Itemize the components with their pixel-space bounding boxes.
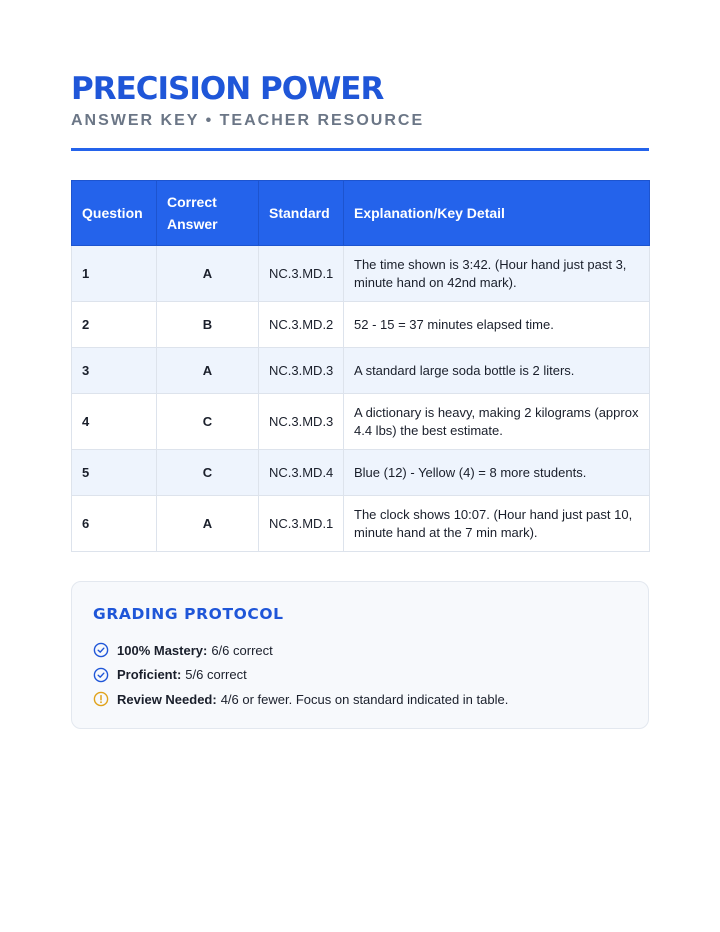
- grading-item-proficient: [93, 663, 627, 688]
- question-number: 5: [72, 450, 157, 496]
- check-circle-icon: [93, 667, 109, 683]
- grading-item-text: 4/6 or fewer. Focus on standard indicated in table.: [220, 691, 509, 707]
- grading-item-label: Review Needed:: [117, 691, 217, 707]
- grading-item-mastery: [93, 638, 627, 663]
- page-title: PRECISION POWER: [71, 71, 384, 107]
- table-row: [72, 348, 650, 394]
- correct-answer: C: [157, 394, 259, 450]
- grading-protocol-title: GRADING PROTOCOL: [93, 605, 284, 623]
- check-circle-icon: [93, 642, 109, 658]
- table-row: [72, 394, 650, 450]
- grading-item-label: 100% Mastery:: [117, 642, 208, 658]
- correct-answer: A: [157, 496, 259, 552]
- column-header-answer-line1: Correct: [167, 194, 217, 210]
- question-number: 1: [72, 246, 157, 302]
- grading-item-text: 5/6 correct: [185, 667, 247, 683]
- warning-circle-icon: [93, 691, 109, 707]
- page-subtitle: ANSWER KEY • TEACHER RESOURCE: [71, 112, 425, 129]
- correct-answer: B: [157, 302, 259, 348]
- question-number: 2: [72, 302, 157, 348]
- standard-code: NC.3.MD.3: [259, 394, 344, 450]
- correct-answer: A: [157, 348, 259, 394]
- question-number: 6: [72, 496, 157, 552]
- header-divider: [71, 148, 649, 151]
- explanation: A standard large soda bottle is 2 liters.: [344, 348, 650, 394]
- column-header-answer: [157, 181, 259, 246]
- standard-code: NC.3.MD.1: [259, 246, 344, 302]
- standard-code: NC.3.MD.1: [259, 496, 344, 552]
- table-row: [72, 302, 650, 348]
- column-header-standard: Standard: [259, 181, 344, 246]
- explanation: The clock shows 10:07. (Hour hand just past 10, minute hand at the 7 min mark).: [344, 496, 650, 552]
- table-row: [72, 496, 650, 552]
- explanation: 52 - 15 = 37 minutes elapsed time.: [344, 302, 650, 348]
- table-header-row: [72, 181, 650, 246]
- answer-key-page: [71, 70, 649, 729]
- table-row: [72, 246, 650, 302]
- standard-code: NC.3.MD.3: [259, 348, 344, 394]
- grading-item-review: [93, 687, 627, 712]
- table-row: [72, 450, 650, 496]
- question-number: 3: [72, 348, 157, 394]
- grading-item-text: 6/6 correct: [211, 642, 273, 658]
- column-header-answer-line2: Answer: [167, 216, 218, 232]
- standard-code: NC.3.MD.2: [259, 302, 344, 348]
- explanation: Blue (12) - Yellow (4) = 8 more students.: [344, 450, 650, 496]
- explanation: A dictionary is heavy, making 2 kilograms (approx 4.4 lbs) the best estimate.: [344, 394, 650, 450]
- grading-protocol-panel: [71, 581, 649, 729]
- question-number: 4: [72, 394, 157, 450]
- column-header-explanation: Explanation/Key Detail: [344, 181, 650, 246]
- correct-answer: C: [157, 450, 259, 496]
- column-header-question: Question: [72, 181, 157, 246]
- answer-key-table: [71, 180, 650, 552]
- correct-answer: A: [157, 246, 259, 302]
- standard-code: NC.3.MD.4: [259, 450, 344, 496]
- explanation: The time shown is 3:42. (Hour hand just past 3, minute hand on 42nd mark).: [344, 246, 650, 302]
- grading-item-label: Proficient:: [117, 667, 182, 683]
